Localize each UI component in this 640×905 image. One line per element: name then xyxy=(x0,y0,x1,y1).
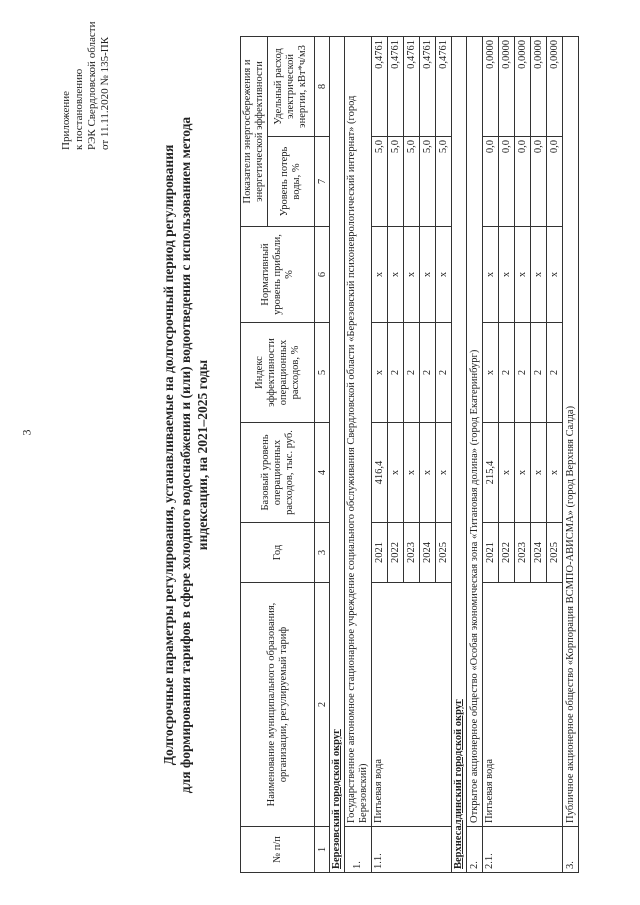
index-cell: 2 xyxy=(499,323,515,423)
loss-cell: 0,0 xyxy=(483,137,499,227)
loss-cell: 5,0 xyxy=(420,137,436,227)
org-number: 3. xyxy=(563,827,579,873)
index-cell: х xyxy=(483,323,499,423)
base-cell: х xyxy=(499,423,515,523)
appendix-line: Приложение xyxy=(60,90,72,150)
index-cell: 2 xyxy=(388,323,404,423)
year-cell: 2024 xyxy=(420,523,436,583)
base-cell: х xyxy=(436,423,452,523)
energy-cell: 0,4761 xyxy=(388,36,404,136)
title-line: для формирования тарифов в сфере холодного водоснабжения и (или) водоотведения с использованием метода xyxy=(178,116,193,794)
appendix-line: РЭК Свердловской области xyxy=(86,21,98,150)
column-number: 6 xyxy=(315,227,330,323)
appendix-line: от 11.11.2020 № 135-ПК xyxy=(99,36,111,150)
appendix-note xyxy=(60,22,112,150)
year-cell: 2022 xyxy=(499,523,515,583)
org-name: Государственное автономное стационарное учреждение социального обслуживания Свердловской области «Березовский психоневрологический интернат» (город Березовский) xyxy=(345,36,372,826)
column-number: 3 xyxy=(315,523,330,583)
base-cell: х xyxy=(388,423,404,523)
profit-cell: х xyxy=(515,227,531,323)
column-number: 1 xyxy=(315,827,330,873)
index-cell: 2 xyxy=(404,323,420,423)
loss-cell: 5,0 xyxy=(436,137,452,227)
header-energy-group: Показатели энергосбережения и энергетической эффективности xyxy=(241,36,268,226)
energy-cell: 0,0000 xyxy=(483,36,499,136)
header-profit-level: Нормативный уровень прибыли, % xyxy=(241,227,315,323)
loss-cell: 0,0 xyxy=(515,137,531,227)
year-cell: 2023 xyxy=(404,523,420,583)
year-cell: 2021 xyxy=(483,523,499,583)
base-cell: х xyxy=(515,423,531,523)
header-name: Наименование муниципального образования, организации, регулируемый тариф xyxy=(241,583,315,827)
index-cell: х xyxy=(372,323,388,423)
loss-cell: 5,0 xyxy=(388,137,404,227)
loss-cell: 5,0 xyxy=(404,137,420,227)
title-line: Долгосрочные параметры регулирования, устанавливаемые на долгосрочный период регулирования xyxy=(161,144,176,766)
org-number: 2. xyxy=(467,827,483,873)
energy-cell: 0,0000 xyxy=(547,36,563,136)
energy-cell: 0,0000 xyxy=(515,36,531,136)
energy-cell: 0,0000 xyxy=(531,36,547,136)
index-cell: 2 xyxy=(547,323,563,423)
profit-cell: х xyxy=(436,227,452,323)
base-cell: х xyxy=(420,423,436,523)
base-cell: 215,4 xyxy=(483,423,499,523)
energy-cell: 0,4761 xyxy=(404,36,420,136)
header-base-opex: Базовый уровень операционных расходов, тыс. руб. xyxy=(241,423,315,523)
index-cell: 2 xyxy=(420,323,436,423)
profit-cell: х xyxy=(388,227,404,323)
year-cell: 2025 xyxy=(436,523,452,583)
column-number: 8 xyxy=(315,36,330,136)
profit-cell: х xyxy=(531,227,547,323)
base-cell: х xyxy=(531,423,547,523)
parameters-table xyxy=(240,36,579,873)
header-efficiency-index: Индекс эффективности операционных расходов, % xyxy=(241,323,315,423)
appendix-line: к постановлению xyxy=(73,68,85,150)
tariff-name: Питьевая вода xyxy=(483,583,563,827)
tariff-name: Питьевая вода xyxy=(372,583,452,827)
header-no: № п/п xyxy=(241,827,315,873)
section-heading: Верхнесалдинский городской округ xyxy=(452,36,467,872)
column-number: 7 xyxy=(315,137,330,227)
profit-cell: х xyxy=(483,227,499,323)
profit-cell: х xyxy=(547,227,563,323)
header-year: Год xyxy=(241,523,315,583)
profit-cell: х xyxy=(420,227,436,323)
base-cell: х xyxy=(547,423,563,523)
header-energy-use: Удельный расход электрической энергии, кВт*ч/м3 xyxy=(268,36,315,136)
column-number: 5 xyxy=(315,323,330,423)
profit-cell: х xyxy=(372,227,388,323)
index-cell: 2 xyxy=(515,323,531,423)
energy-cell: 0,4761 xyxy=(420,36,436,136)
loss-cell: 5,0 xyxy=(372,137,388,227)
profit-cell: х xyxy=(499,227,515,323)
index-cell: 2 xyxy=(436,323,452,423)
base-cell: х xyxy=(404,423,420,523)
energy-cell: 0,0000 xyxy=(499,36,515,136)
year-cell: 2021 xyxy=(372,523,388,583)
header-water-loss: Уровень потерь воды, % xyxy=(268,137,315,227)
base-cell: 416,4 xyxy=(372,423,388,523)
loss-cell: 0,0 xyxy=(531,137,547,227)
org-name: Публичное акционерное общество «Корпорация ВСМПО-АВИСМА» (город Верхняя Салда) xyxy=(563,36,579,826)
section-heading: Березовский городской округ xyxy=(330,36,345,872)
tariff-number: 1.1. xyxy=(372,827,452,873)
org-number: 1. xyxy=(345,827,372,873)
year-cell: 2024 xyxy=(531,523,547,583)
org-name: Открытое акционерное общество «Особая экономическая зона «Титановая долина» (город Екатеринбург) xyxy=(467,36,483,826)
document-title xyxy=(160,60,211,850)
column-number: 2 xyxy=(315,583,330,827)
year-cell: 2025 xyxy=(547,523,563,583)
page-number: 3 xyxy=(19,429,34,436)
year-cell: 2022 xyxy=(388,523,404,583)
energy-cell: 0,4761 xyxy=(436,36,452,136)
loss-cell: 0,0 xyxy=(499,137,515,227)
year-cell: 2023 xyxy=(515,523,531,583)
energy-cell: 0,4761 xyxy=(372,36,388,136)
title-line: индексации, на 2021–2025 годы xyxy=(195,359,210,551)
tariff-number: 2.1. xyxy=(483,827,563,873)
profit-cell: х xyxy=(404,227,420,323)
loss-cell: 0,0 xyxy=(547,137,563,227)
column-number: 4 xyxy=(315,423,330,523)
index-cell: 2 xyxy=(531,323,547,423)
